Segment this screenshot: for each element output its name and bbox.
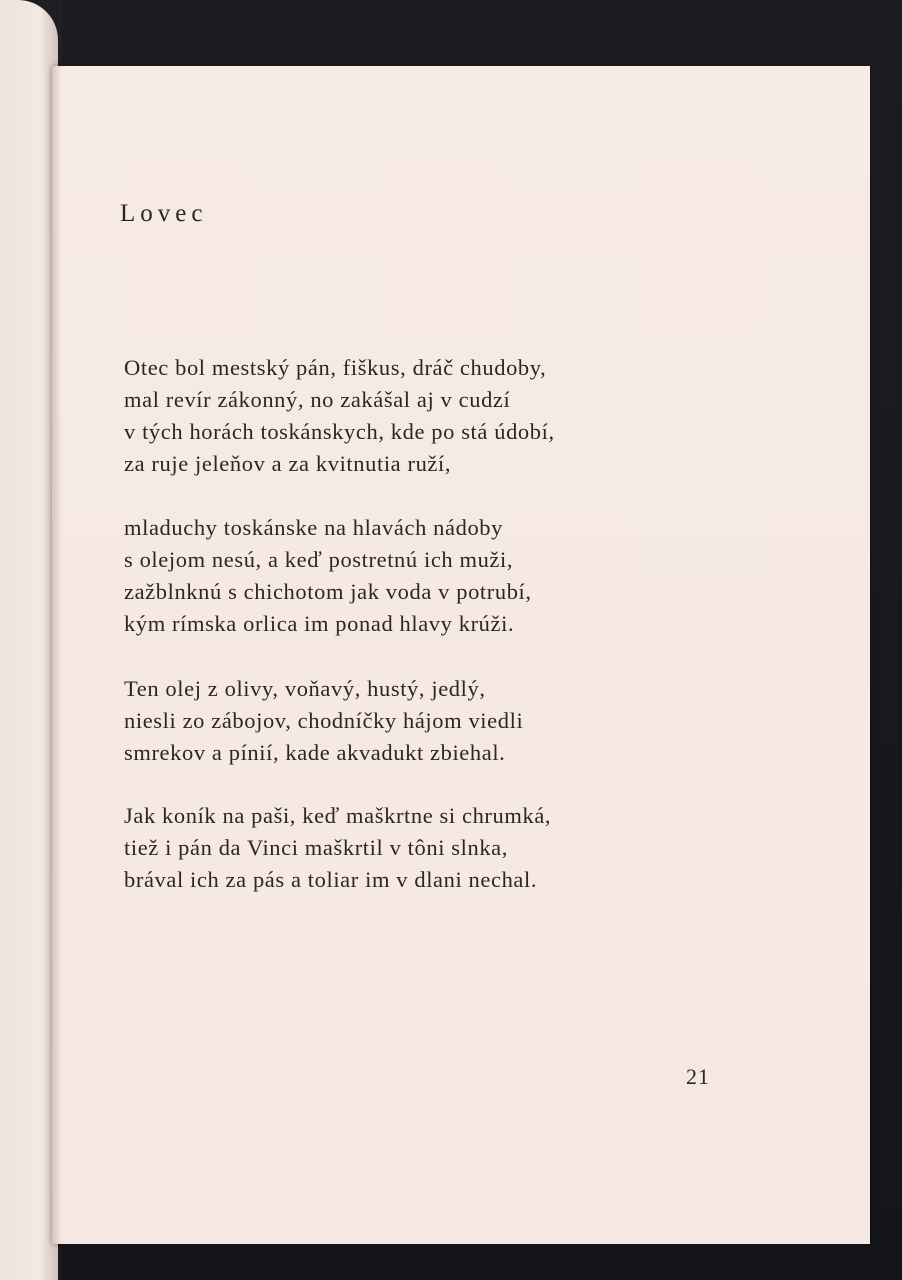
stanza-1 (124, 352, 555, 480)
verse-line: zažblnknú s chichotom jak voda v potrubí, (124, 579, 532, 604)
verse-line: Jak koník na paši, keď maškrtne si chrumká, (124, 803, 552, 828)
verse-line: s olejom nesú, a keď postretnú ich muži, (124, 547, 514, 572)
page-inner-shadow (52, 66, 62, 1244)
verse-line: v tých horách toskánskych, kde po stá údobí, (124, 419, 555, 444)
verse-line: za ruje jeleňov a za kvitnutia ruží, (124, 451, 452, 476)
stanza-4 (124, 800, 551, 896)
poem-title: Lovec (120, 200, 208, 227)
verse-line: brával ich za pás a toliar im v dlani nechal. (124, 867, 538, 892)
verse-line: niesli zo zábojov, chodníčky hájom viedli (124, 708, 524, 733)
page-number: 21 (686, 1064, 710, 1089)
verse-line: mladuchy toskánske na hlavách nádoby (124, 515, 503, 540)
verse-line: mal revír zákonný, no zakášal aj v cudzí (124, 387, 511, 412)
book-page (52, 66, 870, 1244)
stanza-3 (124, 673, 523, 769)
stanza-2 (124, 512, 532, 640)
verse-line: smrekov a pínií, kade akvadukt zbiehal. (124, 740, 506, 765)
verse-line: Ten olej z olivy, voňavý, hustý, jedlý, (124, 676, 486, 701)
verse-line: tiež i pán da Vinci maškrtil v tôni slnka, (124, 835, 508, 860)
verse-line: kým rímska orlica im ponad hlavy krúži. (124, 611, 515, 636)
verse-line: Otec bol mestský pán, fiškus, dráč chudoby, (124, 355, 547, 380)
